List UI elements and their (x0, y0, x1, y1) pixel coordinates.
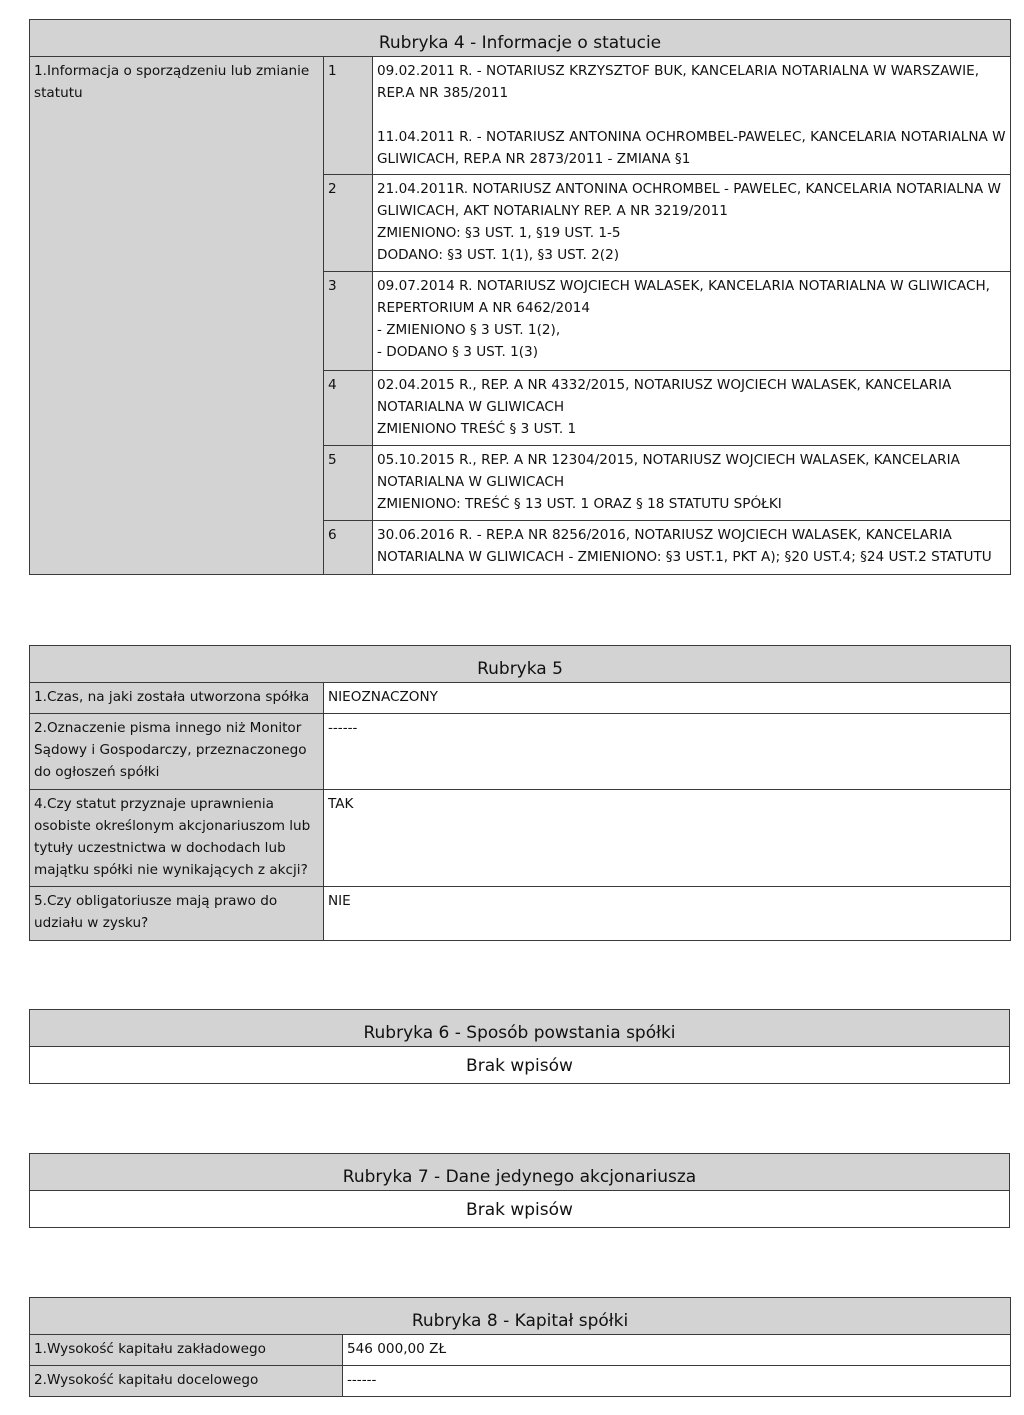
entry-number: 6 (324, 521, 373, 575)
rubryka-6-title: Rubryka 6 - Sposób powstania spółki (30, 1010, 1010, 1047)
entry-text: 02.04.2015 R., REP. A NR 4332/2015, NOTARIUSZ WOJCIECH WALASEK, KANCELARIA NOTARIALNA W GLIWICACH ZMIENIONO TREŚĆ § 3 UST. 1 (373, 371, 1011, 446)
entry-number: 2 (324, 175, 373, 272)
rubryka-6-table (29, 1009, 1010, 1084)
rubryka-5-table (29, 645, 1011, 941)
entry-number: 5 (324, 446, 373, 521)
statute-info-label: 1.Informacja o sporządzeniu lub zmianie statutu (30, 57, 324, 575)
section-rubryka-5 (29, 645, 1010, 941)
field-value: NIEOZNACZONY (324, 683, 1011, 714)
field-label: 1.Czas, na jaki została utworzona spółka (30, 683, 324, 714)
field-label: 2.Wysokość kapitału docelowego (30, 1366, 343, 1397)
section-rubryka-6 (29, 1009, 1010, 1084)
entry-text: 05.10.2015 R., REP. A NR 12304/2015, NOTARIUSZ WOJCIECH WALASEK, KANCELARIA NOTARIALNA W GLIWICACH ZMIENIONO: TREŚĆ § 13 UST. 1 ORAZ § 18 STATUTU SPÓŁKI (373, 446, 1011, 521)
rubryka-4-table (29, 19, 1011, 575)
field-label: 5.Czy obligatoriusze mają prawo do udziału w zysku? (30, 887, 324, 941)
entry-text: 30.06.2016 R. - REP.A NR 8256/2016, NOTARIUSZ WOJCIECH WALASEK, KANCELARIA NOTARIALNA W GLIWICACH - ZMIENIONO: §3 UST.1, PKT A); §20 UST.4; §24 UST.2 STATUTU (373, 521, 1011, 575)
entry-number: 1 (324, 57, 373, 175)
entry-line: 09.02.2011 R. - NOTARIUSZ KRZYSZTOF BUK, KANCELARIA NOTARIALNA W WARSZAWIE, REP.A NR 385/2011 (377, 63, 980, 101)
rubryka-4-title: Rubryka 4 - Informacje o statucie (30, 20, 1011, 57)
rubryka-8-table (29, 1297, 1011, 1397)
entry-text: 21.04.2011R. NOTARIUSZ ANTONINA OCHROMBEL - PAWELEC, KANCELARIA NOTARIALNA W GLIWICACH, AKT NOTARIALNY REP. A NR 3219/2011 ZMIENIONO: §3 UST. 1, §19 UST. 1-5 DODANO: §3 UST. 1(1), §3 UST. 2(2) (373, 175, 1011, 272)
field-value: ------ (324, 714, 1011, 790)
section-rubryka-7 (29, 1153, 1010, 1228)
field-value: NIE (324, 887, 1011, 941)
field-value: ------ (343, 1366, 1011, 1397)
field-value: 546 000,00 ZŁ (343, 1335, 1011, 1366)
no-entries-text: Brak wpisów (30, 1047, 1010, 1084)
entry-number: 3 (324, 272, 373, 371)
rubryka-8-title: Rubryka 8 - Kapitał spółki (30, 1298, 1011, 1335)
entry-text: 09.07.2014 R. NOTARIUSZ WOJCIECH WALASEK, KANCELARIA NOTARIALNA W GLIWICACH, REPERTORIUM A NR 6462/2014 - ZMIENIONO § 3 UST. 1(2), - DODANO § 3 UST. 1(3) (373, 272, 1011, 371)
entry-text (373, 57, 1011, 175)
rubryka-7-title: Rubryka 7 - Dane jedynego akcjonariusza (30, 1154, 1010, 1191)
rubryka-5-title: Rubryka 5 (30, 646, 1011, 683)
section-rubryka-4 (29, 19, 1010, 575)
section-rubryka-8 (29, 1297, 1010, 1397)
field-label: 4.Czy statut przyznaje uprawnienia osobiste określonym akcjonariuszom lub tytuły uczestnictwa w dochodach lub majątku spółki nie wynikających z akcji? (30, 790, 324, 887)
field-label: 2.Oznaczenie pisma innego niż Monitor Sądowy i Gospodarczy, przeznaczonego do ogłoszeń spółki (30, 714, 324, 790)
entry-number: 4 (324, 371, 373, 446)
field-label: 1.Wysokość kapitału zakładowego (30, 1335, 343, 1366)
rubryka-7-table (29, 1153, 1010, 1228)
field-value: TAK (324, 790, 1011, 887)
entry-line: 11.04.2011 R. - NOTARIUSZ ANTONINA OCHROMBEL-PAWELEC, KANCELARIA NOTARIALNA W GLIWICACH, REP.A NR 2873/2011 - ZMIANA §1 (377, 129, 1006, 167)
no-entries-text: Brak wpisów (30, 1191, 1010, 1228)
